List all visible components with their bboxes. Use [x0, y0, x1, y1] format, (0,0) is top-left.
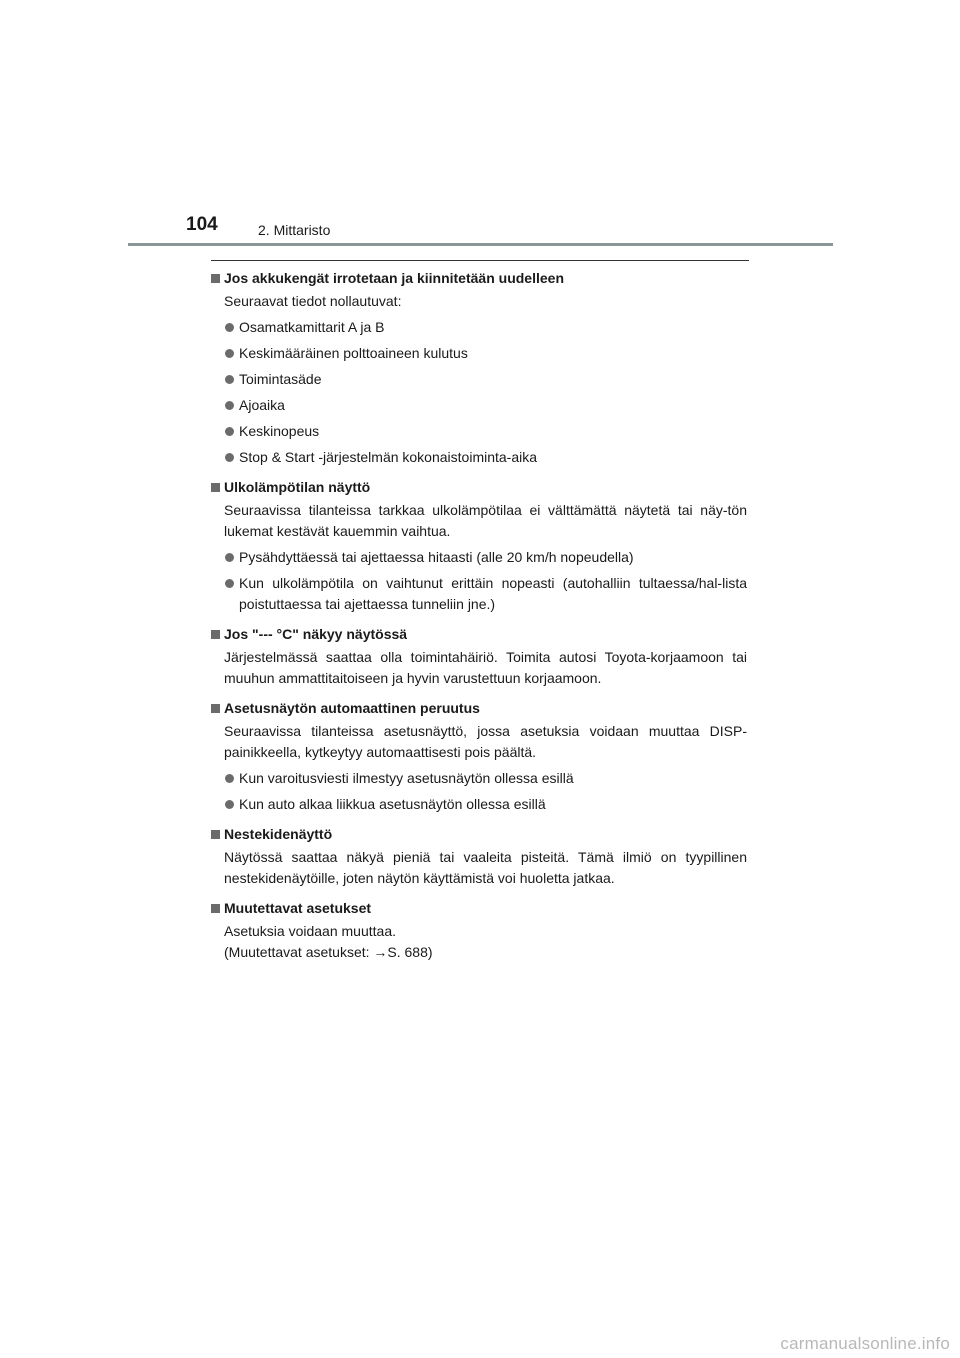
square-bullet-icon [211, 483, 220, 492]
page-reference: (Muutettavat asetukset: →S. 688) [224, 944, 433, 960]
list-item: Keskimääräinen polttoaineen kulutus [211, 343, 747, 364]
list-item: Pysähdyttäessä tai ajettaessa hitaasti (alle 20 km/h nopeudella) [211, 547, 747, 568]
round-bullet-icon [225, 401, 234, 410]
section-heading: Ulkolämpötilan näyttö [211, 477, 747, 498]
watermark: carmanualsonline.info [780, 1334, 950, 1353]
round-bullet-icon [225, 349, 234, 358]
list-item: Toimintasäde [211, 369, 747, 390]
list-item: Kun auto alkaa liikkua asetusnäytön ollessa esillä [211, 794, 747, 815]
section-text: Seuraavissa tilanteissa tarkkaa ulkolämpötilaa ei välttämättä näytetä tai näy-tön lukemat kestävät kauemmin vaihtua. [224, 502, 747, 539]
round-bullet-icon [225, 579, 234, 588]
list-item: Ajoaika [211, 395, 747, 416]
square-bullet-icon [211, 274, 220, 283]
section-heading: Nestekidenäyttö [211, 824, 747, 845]
section-heading: Muutettavat asetukset [211, 898, 747, 919]
round-bullet-icon [225, 774, 234, 783]
list-item: Kun ulkolämpötila on vaihtunut erittäin nopeasti (autohalliin tultaessa/hal-lista poistuttaessa tai ajettaessa tunneliin jne.) [211, 573, 747, 615]
round-bullet-icon [225, 323, 234, 332]
list-item: Keskinopeus [211, 421, 747, 442]
section-heading: Jos "--- °C" näkyy näytössä [211, 624, 747, 645]
page-number: 104 [186, 214, 218, 235]
header-divider [128, 243, 833, 246]
square-bullet-icon [211, 704, 220, 713]
section-text: Seuraavat tiedot nollautuvat: [224, 293, 402, 309]
round-bullet-icon [225, 453, 234, 462]
round-bullet-icon [225, 427, 234, 436]
page-content [211, 268, 747, 963]
list-item: Stop & Start -järjestelmän kokonaistoiminta-aika [211, 447, 747, 468]
round-bullet-icon [225, 800, 234, 809]
chapter-title: 2. Mittaristo [258, 222, 331, 238]
section-text: Näytössä saattaa näkyä pieniä tai vaaleita pisteitä. Tämä ilmiö on tyypillinen nestekidenäytöille, joten näytön käyttämistä voi huoletta jatkaa. [224, 849, 747, 886]
square-bullet-icon [211, 830, 220, 839]
square-bullet-icon [211, 630, 220, 639]
section-heading: Asetusnäytön automaattinen peruutus [211, 698, 747, 719]
list-item: Osamatkamittarit A ja B [211, 317, 747, 338]
round-bullet-icon [225, 375, 234, 384]
section-text: Seuraavissa tilanteissa asetusnäyttö, jossa asetuksia voidaan muuttaa DISP-painikkeella, kytkeytyy automaattisesti pois päältä. [224, 723, 747, 760]
section-divider [211, 260, 749, 261]
round-bullet-icon [225, 553, 234, 562]
list-item: Kun varoitusviesti ilmestyy asetusnäytön ollessa esillä [211, 768, 747, 789]
section-text: Asetuksia voidaan muuttaa. [224, 923, 396, 939]
section-text: Järjestelmässä saattaa olla toimintahäiriö. Toimita autosi Toyota-korjaamoon tai muuhun ammattitaitoiseen ja hyvin varustettuun korjaamoon. [224, 649, 747, 686]
square-bullet-icon [211, 904, 220, 913]
section-heading: Jos akkukengät irrotetaan ja kiinnitetään uudelleen [211, 268, 747, 289]
